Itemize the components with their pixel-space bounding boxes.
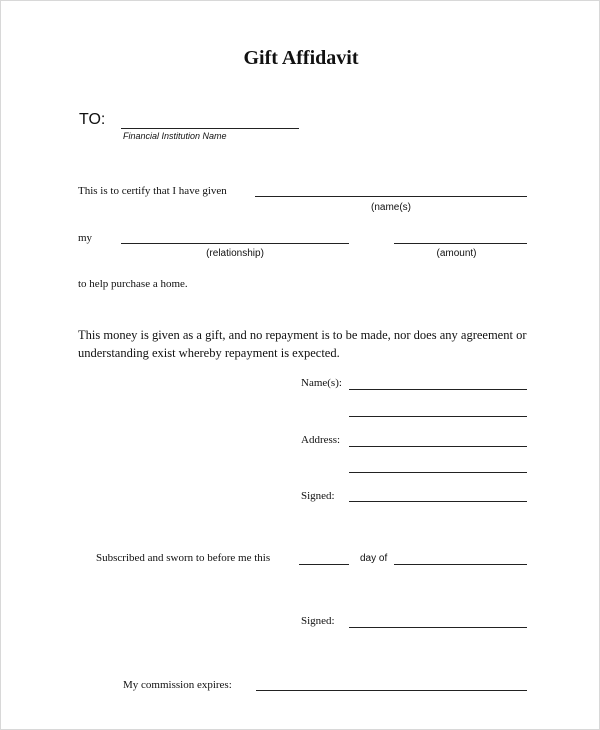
names-label: Name(s): [301,377,342,389]
day-of-label: day of [360,553,388,564]
my-label: my [78,232,93,244]
names-line-2[interactable] [349,416,527,417]
signature-line[interactable] [349,501,527,502]
financial-institution-line[interactable] [121,128,299,129]
statement-line-2: understanding exist whereby repayment is expected. [78,346,340,360]
sworn-text: Subscribed and sworn to before me this [96,552,271,564]
notary-signed-label: Signed: [301,615,335,627]
sworn-month-line[interactable] [394,564,527,565]
amount-caption: (amount) [436,248,477,259]
document-title: Gift Affidavit [243,47,359,69]
purchase-text: to help purchase a home. [78,278,188,290]
address-line-2[interactable] [349,472,527,473]
statement-line-1: This money is given as a gift, and no repayment is to be made, nor does any agreement or [78,328,527,342]
relationship-caption: (relationship) [206,248,264,259]
names-given-line[interactable] [255,196,527,197]
signed-label: Signed: [301,490,335,502]
certify-text: This is to certify that I have given [78,185,227,197]
commission-expires-line[interactable] [256,690,527,691]
address-label: Address: [301,434,341,446]
sworn-day-line[interactable] [299,564,349,565]
address-line-1[interactable] [349,446,527,447]
to-label: TO: [79,111,106,128]
names-caption: (name(s) [370,202,411,213]
notary-signature-line[interactable] [349,627,527,628]
names-line-1[interactable] [349,389,527,390]
relationship-line[interactable] [121,243,349,244]
financial-institution-caption: Financial Institution Name [123,131,227,141]
commission-label: My commission expires: [123,679,232,691]
amount-line[interactable] [394,243,527,244]
